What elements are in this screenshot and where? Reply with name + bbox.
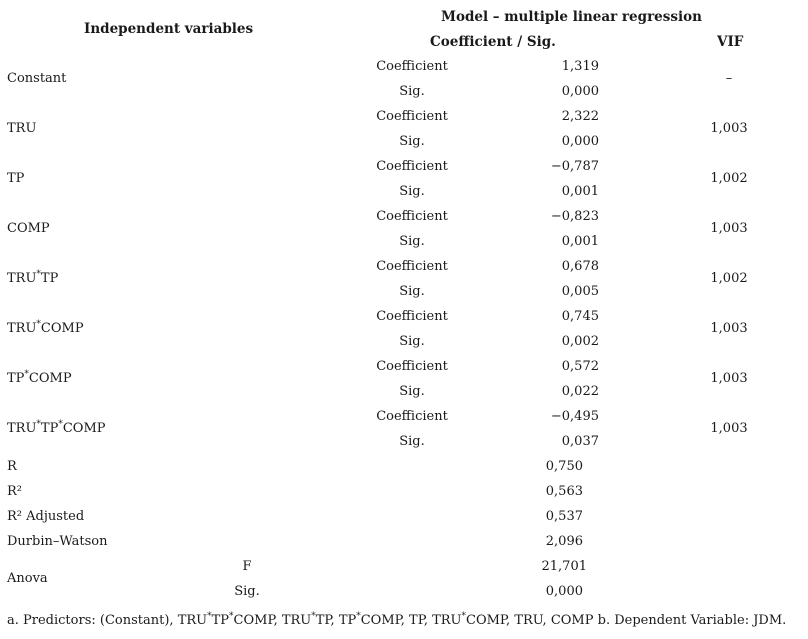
coefficient-label: Coefficient (376, 309, 448, 324)
vif-value: – (725, 71, 733, 86)
stat-label: R² Adjusted (7, 509, 85, 524)
row-label (7, 120, 36, 138)
footnote-predictor (339, 613, 401, 628)
footnote-predictor (409, 613, 424, 628)
interaction-star: * (356, 611, 361, 622)
vif-value: 1,003 (710, 321, 748, 336)
variable-name: TRU (177, 613, 208, 628)
variable-name: Constant (7, 71, 67, 86)
interaction-star: * (36, 269, 41, 280)
coefficient-label: Coefficient (376, 259, 448, 274)
sig-label: Sig. (399, 434, 425, 449)
footnote-predictor (514, 613, 542, 628)
coefficient-label: Coefficient (376, 359, 448, 374)
variable-name: TP (7, 371, 25, 386)
variable-name: TRU (7, 321, 37, 336)
sig-value: 0,000 (561, 134, 599, 149)
anova-f-value: 21,701 (541, 559, 587, 574)
coefficient-value: −0,787 (550, 159, 599, 174)
vif-value: 1,002 (710, 271, 748, 286)
variable-name: COMP (466, 613, 507, 628)
row-label (7, 170, 24, 188)
coefficient-value: 2,322 (561, 109, 599, 124)
stat-label: R² (7, 484, 22, 499)
footnote-predictor (551, 613, 594, 628)
vif-value: 1,003 (710, 421, 748, 436)
interaction-star: * (24, 369, 29, 380)
variable-name: TP (338, 613, 357, 628)
stat-value: 0,537 (545, 509, 583, 524)
coefficient-label: Coefficient (376, 159, 448, 174)
variable-name: TP (7, 171, 25, 186)
coefficient-value: −0,495 (550, 409, 599, 424)
variable-name: TP (40, 421, 59, 436)
sig-label: Sig. (399, 384, 425, 399)
interaction-star: * (58, 419, 63, 430)
vif-value: 1,002 (710, 171, 748, 186)
variable-name: COMP (28, 371, 72, 386)
coefficient-value: 0,572 (561, 359, 599, 374)
coefficient-value: 0,678 (561, 259, 599, 274)
variable-name: COMP (62, 421, 106, 436)
row-label (7, 270, 58, 288)
variable-name: COMP (360, 613, 401, 628)
row-label (7, 370, 72, 388)
header-vif: VIF (717, 34, 744, 50)
sig-label: Sig. (399, 184, 425, 199)
footnote-predictor (282, 613, 331, 628)
coefficient-value: −0,823 (550, 209, 599, 224)
variable-name: TRU (7, 121, 37, 136)
stat-label: Durbin–Watson (7, 534, 108, 549)
row-label (7, 320, 84, 338)
sig-value: 0,001 (561, 234, 599, 249)
sig-value: 0,000 (561, 84, 599, 99)
stat-value: 0,750 (545, 459, 583, 474)
header-coefficient-sig: Coefficient / Sig. (430, 34, 556, 50)
sig-value: 0,022 (561, 384, 599, 399)
anova-label: Anova (7, 571, 48, 586)
header-independent-variables: Independent variables (84, 21, 254, 37)
vif-value: 1,003 (710, 221, 748, 236)
sig-value: 0,001 (561, 184, 599, 199)
stat-value: 2,096 (545, 534, 583, 549)
coefficient-label: Coefficient (376, 409, 448, 424)
variable-name: TRU (514, 613, 543, 628)
interaction-star: * (229, 611, 234, 622)
coefficient-value: 0,745 (561, 309, 599, 324)
interaction-star: * (311, 611, 316, 622)
variable-name: COMP (40, 321, 84, 336)
coefficient-label: Coefficient (376, 59, 448, 74)
stat-value: 0,563 (545, 484, 583, 499)
footnote-predictor (178, 613, 274, 628)
variable-name: TP (211, 613, 230, 628)
variable-name: TP (315, 613, 331, 628)
interaction-star: * (36, 319, 41, 330)
variable-name: TP (409, 613, 424, 628)
vif-value: 1,003 (710, 121, 748, 136)
variable-name: COMP (7, 221, 50, 236)
interaction-star: * (207, 611, 212, 622)
variable-name: TP (40, 271, 59, 286)
footnote-predictor (432, 613, 506, 628)
sig-label: Sig. (399, 84, 425, 99)
interaction-star: * (461, 611, 467, 622)
header-model: Model – multiple linear regression (441, 9, 702, 25)
coefficient-value: 1,319 (561, 59, 599, 74)
sig-label: Sig. (399, 234, 425, 249)
variable-name: TRU (281, 613, 312, 628)
variable-name: COMP (550, 613, 594, 628)
sig-label: Sig. (399, 334, 425, 349)
row-label (7, 70, 66, 88)
footnote-prefix: a. Predictors: (Constant), (7, 613, 178, 628)
anova-f-label: F (242, 559, 252, 574)
coefficient-label: Coefficient (376, 209, 448, 224)
sig-label: Sig. (399, 284, 425, 299)
sig-value: 0,005 (561, 284, 599, 299)
table-footnote: a. Predictors: (Constant), TRU*TP*COMP, TRU*TP, TP*COMP, TP, TRU*COMP, TRU, COMP b. Dependent Variable: JDM. (7, 611, 787, 628)
anova-sig-value: 0,000 (545, 584, 583, 599)
variable-name: TRU (7, 421, 37, 436)
variable-name: COMP (233, 613, 274, 628)
row-label (7, 220, 50, 238)
sig-label: Sig. (399, 134, 425, 149)
stat-label: R (7, 459, 17, 474)
sig-value: 0,002 (561, 334, 599, 349)
row-label (7, 420, 106, 438)
vif-value: 1,003 (710, 371, 748, 386)
sig-value: 0,037 (561, 434, 599, 449)
anova-sig-label: Sig. (234, 584, 260, 599)
variable-name: TRU (7, 271, 37, 286)
footnote-suffix: b. Dependent Variable: JDM. (593, 613, 787, 628)
interaction-star: * (36, 419, 41, 430)
variable-name: TRU (432, 613, 462, 628)
coefficient-label: Coefficient (376, 109, 448, 124)
